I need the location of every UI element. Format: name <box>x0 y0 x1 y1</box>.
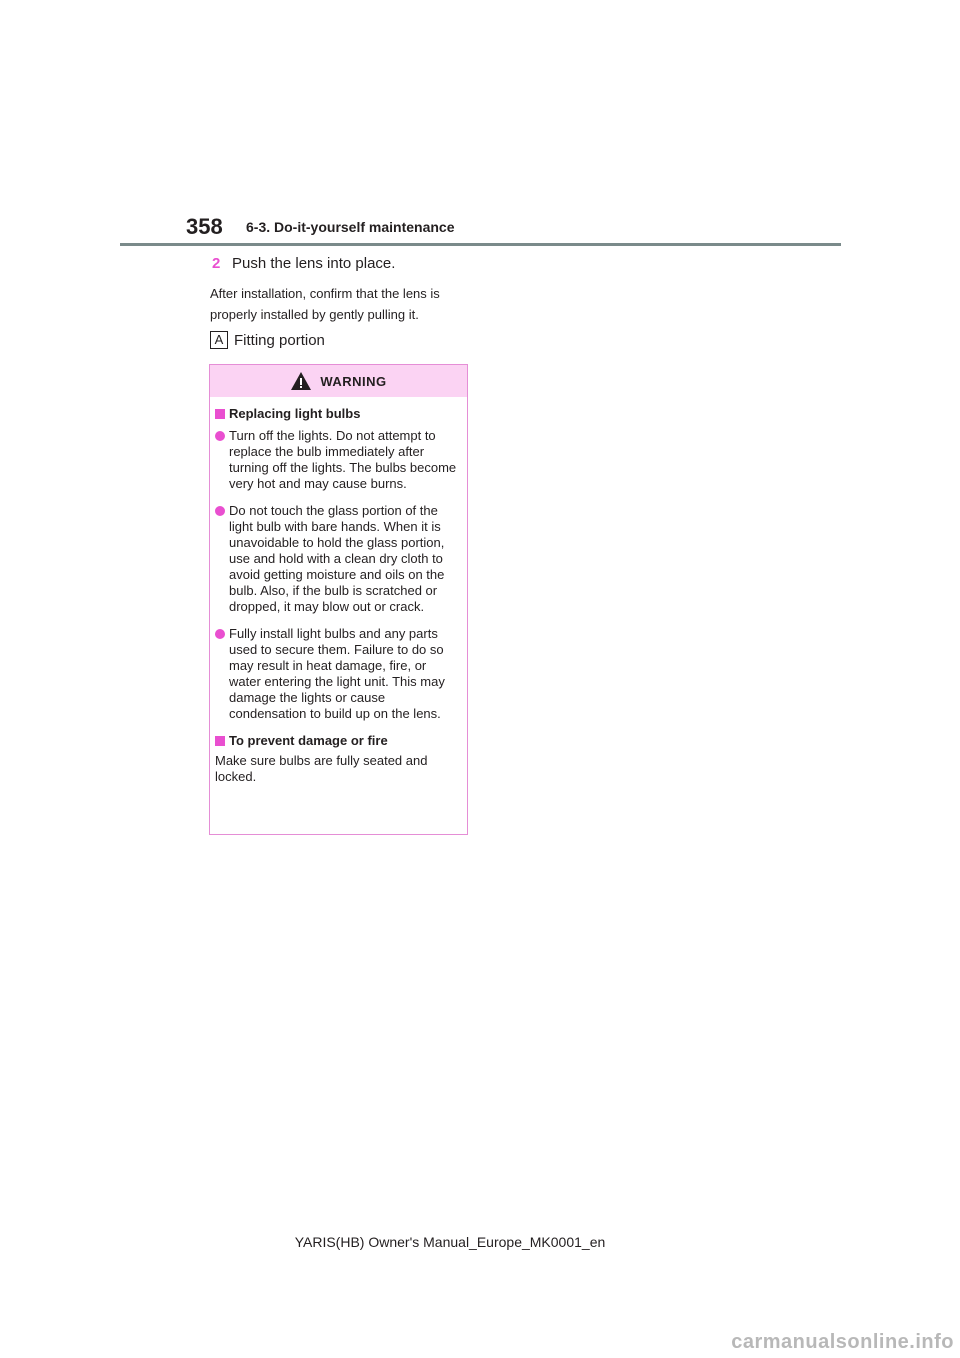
warning-title: WARNING <box>320 373 387 389</box>
warning-bullet <box>215 428 461 492</box>
warning-heading-text: To prevent damage or fire <box>229 733 388 748</box>
round-bullet-icon <box>215 629 225 639</box>
warning-heading-fire <box>215 733 461 749</box>
callout-letter: A <box>210 331 228 349</box>
square-bullet-icon <box>215 409 225 419</box>
footer-manual-id: YARIS(HB) Owner's Manual_Europe_MK0001_en <box>294 1234 606 1250</box>
warning-header <box>210 365 467 397</box>
warning-bullet <box>215 626 461 722</box>
square-bullet-icon <box>215 736 225 746</box>
callout-legend <box>210 331 325 349</box>
round-bullet-icon <box>215 431 225 441</box>
warning-box <box>209 364 468 835</box>
installation-note: After installation, confirm that the lens is properly installed by gently pulling it. <box>210 286 440 322</box>
warning-triangle-icon <box>290 371 312 391</box>
step-instruction <box>212 255 395 272</box>
warning-bullet <box>215 503 461 615</box>
warning-heading-bulbs <box>215 406 461 422</box>
step-text: Push the lens into place. <box>232 255 396 272</box>
callout-text: Fitting portion <box>234 331 325 349</box>
page-number: 358 <box>186 214 223 239</box>
warning-body <box>210 406 467 785</box>
warning-text: Make sure bulbs are fully seated and locked. <box>215 753 428 784</box>
warning-bullet-text: Fully install light bulbs and any parts used to secure them. Failure to do so may result in heat damage, fire, or water entering the light unit. This may damage the lights or cause condensation to build up on the lens. <box>229 626 445 721</box>
header-rule <box>120 243 841 246</box>
warning-heading-text: Replacing light bulbs <box>229 406 361 421</box>
warning-bullet-text: Turn off the lights. Do not attempt to replace the bulb immediately after turning off the lights. The bulbs become very hot and may cause burns. <box>229 428 457 491</box>
step-number: 2 <box>212 255 221 272</box>
section-title: 6-3. Do-it-yourself maintenance <box>246 219 455 235</box>
round-bullet-icon <box>215 506 225 516</box>
watermark: carmanualsonline.info <box>731 1331 954 1353</box>
warning-bullet-text: Do not touch the glass portion of the light bulb with bare hands. When it is unavoidable to hold the glass portion, use and hold with a clean dry cloth to avoid getting moisture and oils on the bulb. Also, if the bulb is scratched or dropped, it may blow out or crack. <box>229 503 445 614</box>
